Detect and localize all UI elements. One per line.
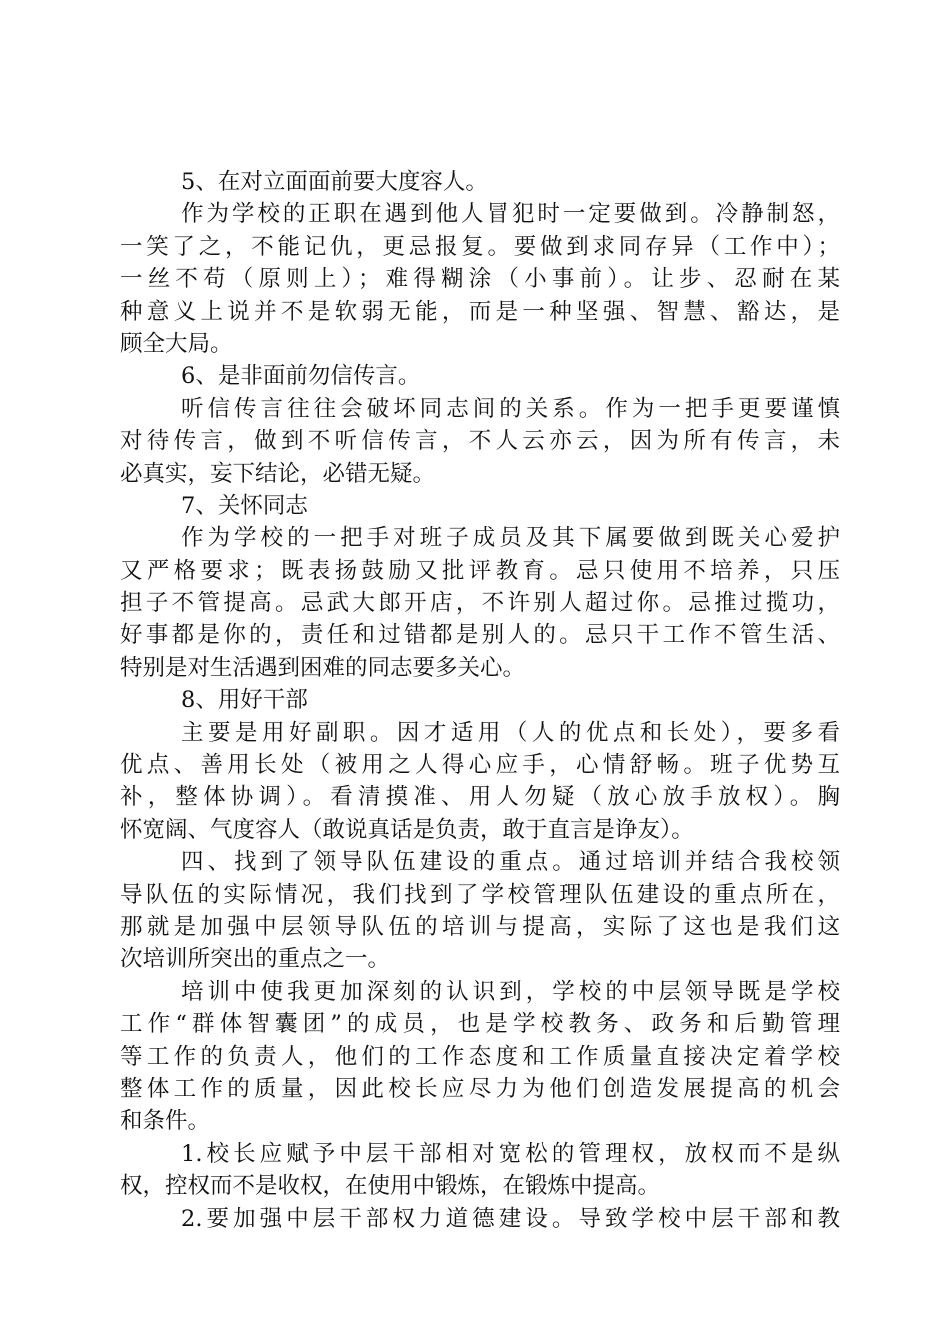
text-line: 7、关怀同志	[181, 492, 308, 519]
text-line: 怀宽阔、气度容人（敢说真话是负责，敢于直言是诤友）。	[120, 816, 694, 843]
text-line: 担子不管提高。忌武大郎开店，不许别人超过你。忌推过揽功，	[120, 590, 840, 617]
text-line: 5、在对立面面前要大度容人。	[181, 169, 488, 195]
text-line: 次培训所突出的重点之一。	[120, 946, 391, 973]
document-body	[120, 166, 840, 1235]
text-line: 主要是用好副职。因才适用（人的优点和长处），要多看	[181, 719, 840, 746]
text-line: 培训中使我更加深刻的认识到，学校的中层领导既是学校	[181, 978, 840, 1005]
text-line: 优点、善用长处（被用之人得心应手，心情舒畅。班子优势互	[120, 752, 840, 779]
text-line: 6、是非面前勿信传言。	[181, 363, 421, 390]
text-line: 2.要加强中层干部权力道德建设。导致学校中层干部和教	[181, 1205, 840, 1232]
text-line: 导队伍的实际情况，我们找到了学校管理队伍建设的重点所在，	[120, 881, 840, 908]
text-line: 那就是加强中层领导队伍的培训与提高，实际了这也是我们这	[120, 913, 840, 940]
text-line: 又严格要求；既表扬鼓励又批评教育。忌只使用不培养，只压	[120, 557, 840, 584]
text-line: 一丝不苟（原则上）；难得糊涂（小事前）。让步、忍耐在某	[120, 266, 840, 293]
text-line: 特别是对生活遇到困难的同志要多关心。	[120, 654, 526, 681]
text-line: 听信传言往往会破坏同志间的关系。作为一把手更要谨慎	[181, 395, 840, 422]
text-line: 好事都是你的，责任和过错都是别人的。忌只干工作不管生活、	[120, 622, 840, 649]
text-line: 和条件。	[120, 1108, 211, 1135]
text-line: 整体工作的质量，因此校长应尽力为他们创造发展提高的机会	[120, 1075, 840, 1102]
text-line: 权，控权而不是收权，在使用中锻炼，在锻炼中提高。	[120, 1173, 661, 1200]
text-line: 作为学校的正职在遇到他人冒犯时一定要做到。冷静制怒，	[181, 201, 840, 228]
text-line: 一笑了之，不能记仇，更忌报复。要做到求同存异（工作中）；	[120, 233, 840, 260]
text-line: 补，整体协调）。看清摸准、用人勿疑（放心放手放权）。胸	[120, 784, 840, 811]
text-line: 必真实，妄下结论，必错无疑。	[120, 460, 436, 487]
text-line: 作为学校的一把手对班子成员及其下属要做到既关心爱护	[181, 525, 840, 552]
text-line: 8、用好干部	[181, 687, 308, 714]
text-line: 四、找到了领导队伍建设的重点。通过培训并结合我校领	[181, 849, 840, 876]
text-line: 工作“群体智囊团”的成员，也是学校教务、政务和后勤管理	[120, 1011, 840, 1038]
text-line: 顾全大局。	[120, 330, 233, 357]
text-line: 等工作的负责人，他们的工作态度和工作质量直接决定着学校	[120, 1043, 840, 1070]
text-line: 种意义上说并不是软弱无能，而是一种坚强、智慧、豁达，是	[120, 298, 840, 325]
text-line: 1.校长应赋予中层干部相对宽松的管理权，放权而不是纵	[181, 1140, 840, 1167]
text-line: 对待传言，做到不听信传言，不人云亦云，因为所有传言，未	[120, 428, 840, 455]
